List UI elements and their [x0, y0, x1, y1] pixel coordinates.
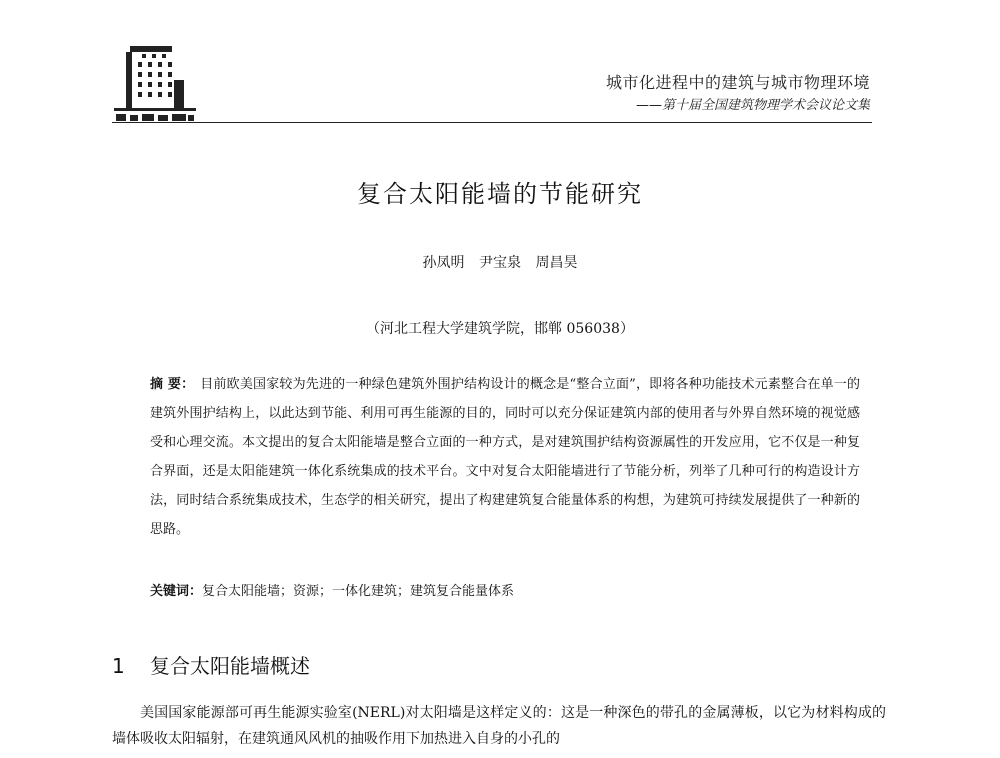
header-divider	[112, 122, 872, 123]
paper-title: 复合太阳能墙的节能研究	[357, 180, 643, 208]
section-number: 1	[112, 654, 125, 678]
proceedings-subtitle: ——第十届全国建筑物理学术会议论文集	[635, 98, 870, 113]
abstract	[150, 370, 860, 544]
abstract-label: 摘 要：	[150, 377, 195, 392]
conference-logo	[112, 40, 198, 124]
section-title: 复合太阳能墙概述	[150, 654, 310, 678]
keywords-label: 关键词：	[150, 584, 203, 599]
section-body-text: 美国国家能源部可再生能源实验室(NERL)对太阳墙是这样定义的：这是一种深色的带孔的金属薄板，以它为材料构成的墙体吸收太阳辐射，在建筑通风风机的抽吸作用下加热进入自身的小孔的	[112, 705, 886, 747]
paper-authors: 孙凤明 尹宝泉 周昌昊	[422, 255, 578, 271]
abstract-text: 目前欧美国家较为先进的一种绿色建筑外围护结构设计的概念是“整合立面”，即将各种功能技术元素整合在单一的建筑外围护结构上，以此达到节能、利用可再生能源的目的，同时可以充分保证建筑内部的使用者与外界自然环境的视觉感受和心理交流。本文提出的复合太阳能墙是整合立面的一种方式，是对建筑围护结构资源属性的开发应用，它不仅是一种复合界面，还是太阳能建筑一体化系统集成的技术平台。文中对复合太阳能墙进行了节能分析，列举了几种可行的构造设计方法，同时结合系统集成技术，生态学的相关研究，提出了构建建筑复合能量体系的构想，为建筑可持续发展提供了一种新的思路。	[150, 377, 860, 537]
proceedings-title: 城市化进程中的建筑与城市物理环境	[605, 73, 870, 92]
keywords-text: 复合太阳能墙；资源；一体化建筑；建筑复合能量体系	[202, 584, 515, 599]
paper-affiliation: （河北工程大学建筑学院，邯郸 056038）	[366, 321, 634, 337]
keywords	[150, 580, 860, 599]
section-heading	[112, 650, 310, 679]
